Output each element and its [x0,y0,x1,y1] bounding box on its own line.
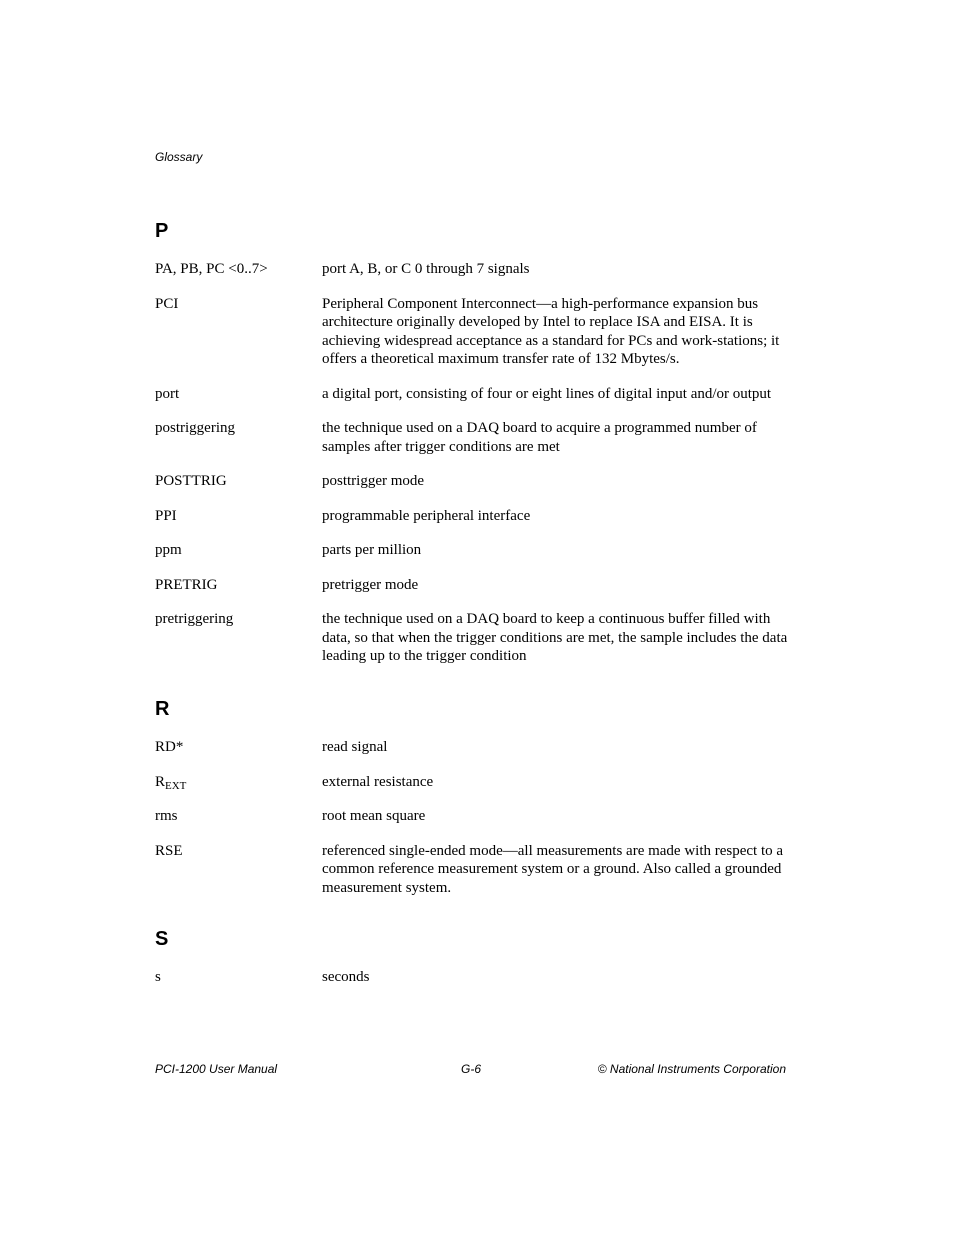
section-letter: R [155,698,170,720]
glossary-term: POSTTRIG [155,473,227,489]
glossary-entry [155,576,795,595]
glossary-entry [155,472,795,491]
section-letter: P [155,220,169,242]
glossary-term: s [155,969,161,985]
glossary-entry [155,738,795,757]
glossary-definition: pretrigger mode [322,576,419,593]
glossary-entry [155,842,795,898]
glossary-entry [155,773,795,792]
glossary-section-s [155,929,795,987]
glossary-term: PA, PB, PC <0..7> [155,261,268,277]
term-subscript: EXT [165,779,187,792]
glossary-term: PRETRIG [155,576,218,593]
glossary-definition: the technique used on a DAQ board to keep a continuous buffer filled with data, so that when the trigger conditions are met, the sample includes the data leading up to the trigger condition [322,611,788,664]
section-letter: S [155,928,169,950]
glossary-definition: a digital port, consisting of four or eight lines of digital input and/or output [322,385,772,402]
glossary-entry [155,419,795,456]
glossary-definition: parts per million [322,542,422,558]
glossary-term: postriggering [155,420,235,436]
glossary-section-r [155,699,795,897]
glossary-term: RSE [155,842,183,859]
footer-manual-title: PCI-1200 User Manual [155,1062,278,1076]
glossary-definition: programmable peripheral interface [322,507,531,524]
entry-list [155,260,795,666]
footer-page-number: G-6 [461,1062,482,1076]
glossary-entry [155,260,795,279]
glossary-definition: seconds [322,969,370,985]
glossary-entry [155,610,795,666]
entry-list [155,968,795,987]
glossary-term: rms [155,808,178,824]
entry-list [155,738,795,897]
glossary-definition: read signal [322,739,388,755]
glossary-term: port [155,385,180,402]
glossary-entry [155,507,795,526]
glossary-entry [155,385,795,404]
glossary-entry [155,807,795,826]
glossary-definition: external resistance [322,773,434,790]
glossary-definition: posttrigger mode [322,473,425,489]
term-base: R [155,773,166,790]
running-header: Glossary [155,150,203,164]
glossary-definition: referenced single-ended mode—all measurements are made with respect to a common reference measurement system or a ground. Also called a grounded measurement system. [322,842,784,896]
glossary-term: PPI [155,507,177,524]
glossary-definition: root mean square [322,808,426,824]
glossary-term: pretriggering [155,611,234,627]
glossary-definition: Peripheral Component Interconnect—a high-performance expansion bus architecture originally developed by Intel to replace ISA and EISA. It is achieving widespread acceptance as a standard for PCs and work-stations; it offers a theoretical maximum transfer rate of 132 Mbytes/s. [322,295,780,367]
glossary-entry [155,968,795,987]
glossary-term: RD* [155,739,184,755]
glossary-definition: the technique used on a DAQ board to acquire a programmed number of samples after trigger conditions are met [322,420,757,455]
glossary-entry [155,541,795,560]
glossary-term [155,773,322,792]
glossary-term: ppm [155,542,182,558]
glossary-section-p [155,221,795,666]
glossary-term: PCI [155,295,179,312]
glossary-definition: port A, B, or C 0 through 7 signals [322,261,530,277]
glossary-entry [155,295,795,369]
footer-copyright: © National Instruments Corporation [597,1062,786,1076]
